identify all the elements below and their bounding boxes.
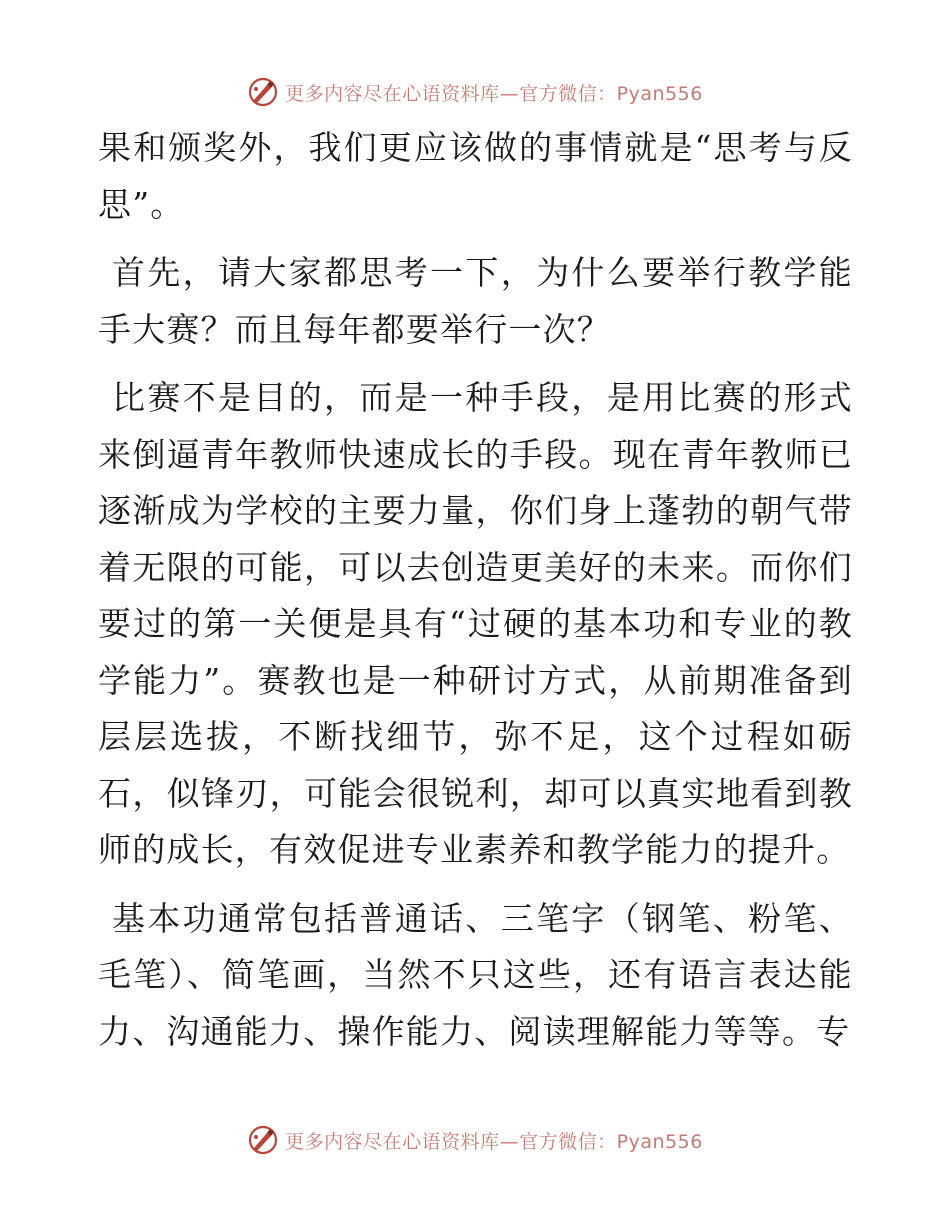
footer-watermark xyxy=(0,1120,950,1160)
document-body xyxy=(98,120,853,1060)
paragraph-1: 果和颁奖外，我们更应该做的事情就是“思考与反思”。 xyxy=(98,128,853,224)
pen-circle-logo-icon xyxy=(247,1124,279,1156)
paragraph-2: 首先，请大家都思考一下，为什么要举行教学能手大赛？而且每年都要举行一次？ xyxy=(98,253,853,349)
header-watermark-text: 更多内容尽在心语资料库—官方微信：Pyan556 xyxy=(285,82,703,105)
pen-circle-logo-icon xyxy=(247,76,279,108)
paragraph-3: 比赛不是目的，而是一种手段，是用比赛的形式来倒逼青年教师快速成长的手段。现在青年教师已逐渐成为学校的主要力量，你们身上蓬勃的朝气带着无限的可能，可以去创造更美好的未来。而你们要过的第一关便是具有“过硬的基本功和专业的教学能力”。赛教也是一种研讨方式，从前期准备到层层选拔，不断找细节，弥不足，这个过程如砺石，似锋刃，可能会很锐利，却可以真实地看到教师的成长，有效促进专业素养和教学能力的提升。 xyxy=(98,378,853,869)
header-watermark xyxy=(0,72,950,112)
paragraph-4: 基本功通常包括普通话、三笔字（钢笔、粉笔、毛笔）、简笔画，当然不只这些，还有语言表达能力、沟通能力、操作能力、阅读理解能力等等。专 xyxy=(98,898,853,1051)
footer-watermark-text: 更多内容尽在心语资料库—官方微信：Pyan556 xyxy=(285,1130,703,1153)
